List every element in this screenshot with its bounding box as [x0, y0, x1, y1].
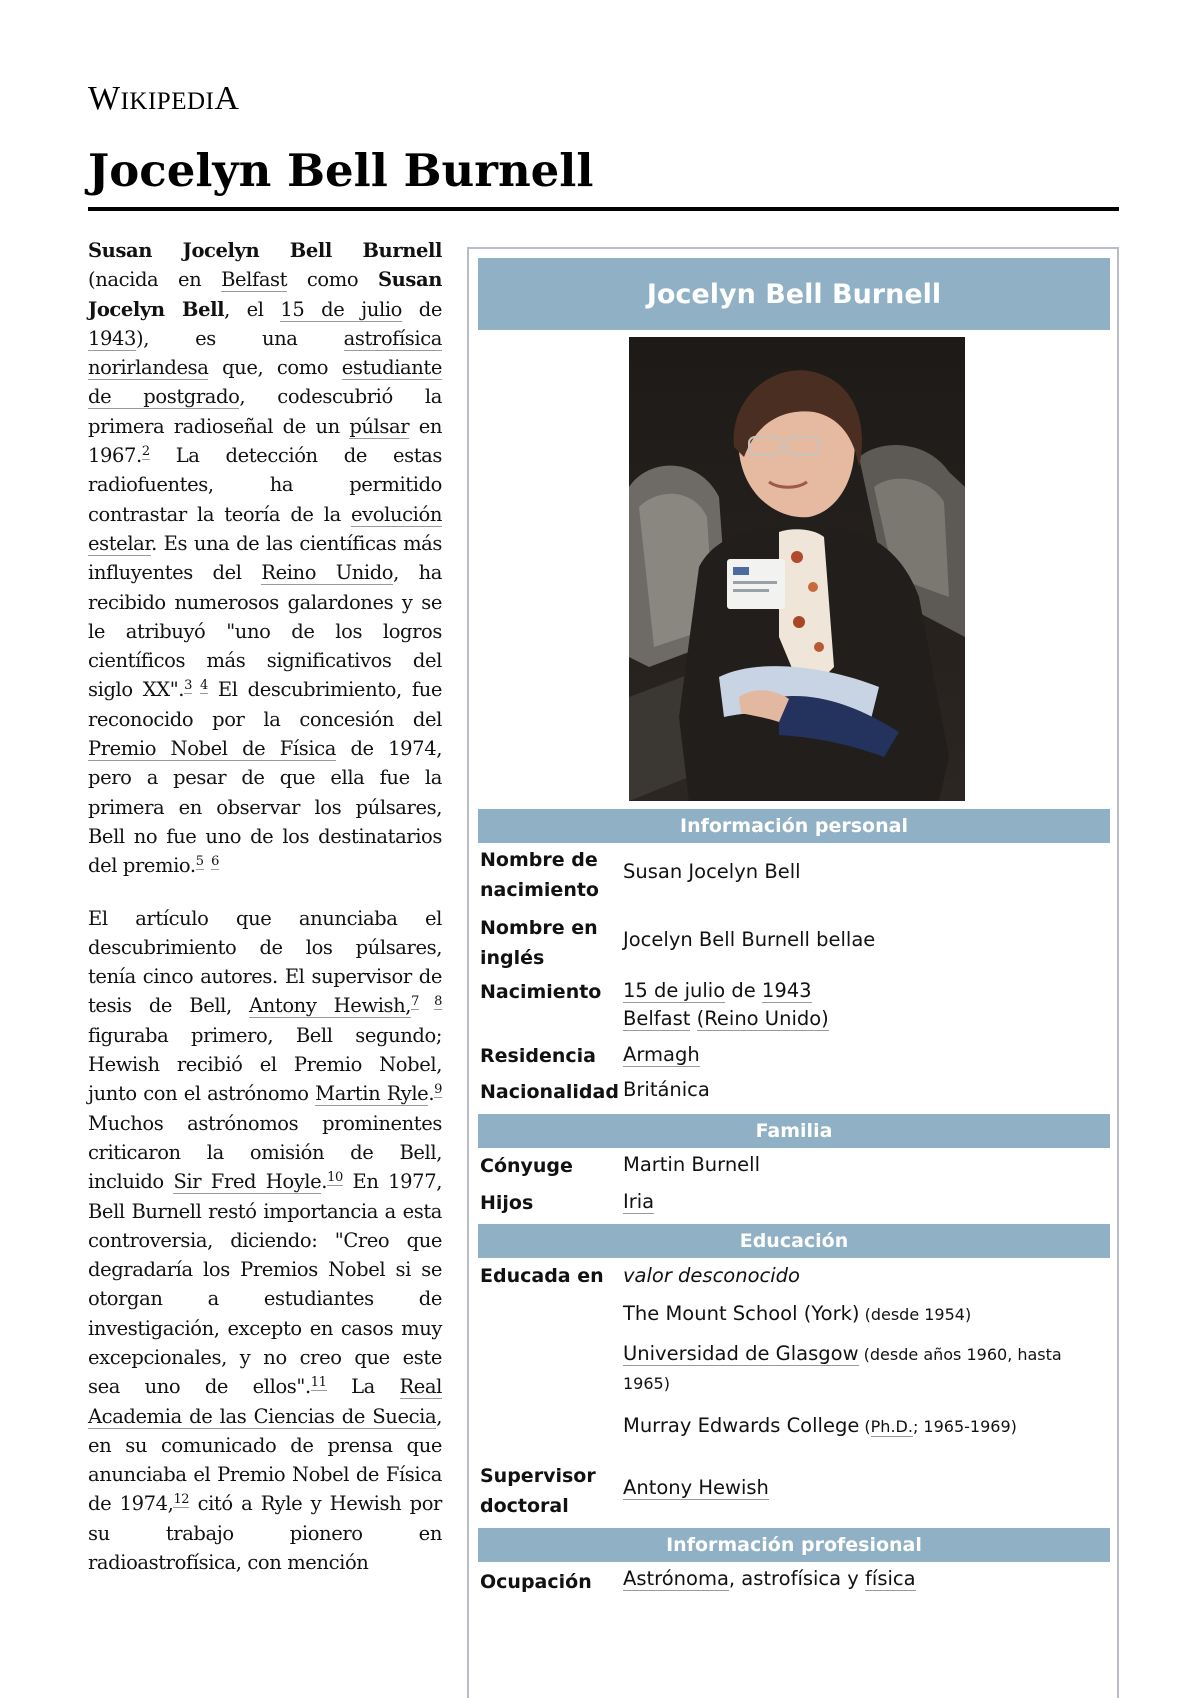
reference-2[interactable]: 2: [141, 443, 150, 459]
label-nombre-nacimiento: Nombre de nacimiento: [480, 849, 599, 901]
label-conyuge: Cónyuge: [480, 1155, 573, 1177]
reference-6[interactable]: 6: [211, 853, 219, 869]
link-premio-nobel[interactable]: Premio Nobel de Física: [88, 737, 336, 761]
reference-3[interactable]: 3: [184, 677, 192, 693]
section-header-profesional: Información profesional: [478, 1528, 1110, 1562]
label-nacionalidad: Nacionalidad: [480, 1081, 619, 1103]
link-phd[interactable]: Ph.D.: [870, 1417, 913, 1436]
value-ocupacion: Astrónoma, astrofísica y física: [623, 1567, 916, 1590]
value-residencia: [623, 1041, 1103, 1069]
link-birth-country[interactable]: (Reino Unido): [696, 1007, 829, 1030]
link-fred-hoyle[interactable]: Sir Fred Hoyle: [173, 1170, 322, 1194]
value-nacimiento: 15 de julio de 1943 Belfast (Reino Unido): [623, 979, 829, 1030]
link-birth-city[interactable]: Belfast: [623, 1007, 691, 1030]
article-paragraph-2: El artículo que anunciaba el descubrimiento de los púlsares, tenía cinco autores. El supervisor de tesis de Bell, Antony Hewish,$^{7 8}$ figuraba primero, Bell segundo; Hewish recibió el Premio Nobel, junto con el astrónomo Martin Ryle.$^9$ Muchos astrónomos prominentes criticaron la omisión de Bell, incluido Sir Fred Hoyle.$^{10}$ En 1977, Bell Burnell restó importancia a esta controversia, diciendo: "Creo que degradaría los Premios Nobel si se otorgan a estudiantes de investigación, excepto en casos muy excepcionales, y no creo que este sea uno de ellos".$^{11}$ La Real Academia de las Ciencias de Suecia, en su comunicado de prensa que anunciaba el Premio Nobel de Física de 1974,12 citó a Ryle y Hewish por su trabajo pionero en radioastrofísica, con mención: [88, 906, 442, 1575]
value-hijos: [623, 1188, 1103, 1216]
wikipedia-logo[interactable]: WIKIPEDIA: [88, 80, 240, 117]
value-conyuge: Martin Burnell: [623, 1153, 761, 1176]
link-astrofisica[interactable]: astrofísica: [343, 326, 442, 350]
value-nacionalidad: Británica: [623, 1078, 710, 1101]
value-nombre-ingles: Jocelyn Bell Burnell bellae: [623, 928, 876, 951]
page-title: Jocelyn Bell Burnell: [88, 144, 594, 197]
link-pulsar[interactable]: púlsar: [349, 414, 410, 438]
link-antony-hewish[interactable]: Antony Hewish: [623, 1476, 769, 1499]
value-supervisor-doctoral: [623, 1474, 1103, 1502]
link-real-academia[interactable]: Real Academia de las Ciencias de Suecia: [88, 1375, 442, 1428]
link-belfast[interactable]: Belfast: [221, 268, 288, 292]
education-mount-school: The Mount School (York) (desde 1954): [623, 1302, 972, 1325]
education-glasgow: Universidad de Glasgow (desde años 1960, hasta 1965): [623, 1342, 1062, 1393]
infobox-title: Jocelyn Bell Burnell: [478, 258, 1110, 330]
link-birth-year[interactable]: 1943: [88, 326, 137, 350]
education-murray-edwards: Murray Edwards College (Ph.D.; 1965-1969): [623, 1414, 1017, 1437]
link-universidad-glasgow[interactable]: Universidad de Glasgow: [623, 1342, 859, 1365]
link-martin-ryle[interactable]: Martin Ryle: [315, 1082, 429, 1106]
label-residencia: Residencia: [480, 1045, 596, 1067]
value-nombre-nacimiento: Susan Jocelyn Bell: [623, 860, 801, 883]
section-header-familia: Familia: [478, 1114, 1110, 1148]
reference-9[interactable]: 9: [434, 1081, 442, 1097]
link-postgrado[interactable]: estudiante de postgrado: [88, 356, 442, 409]
link-norirlandesa[interactable]: norirlandesa: [88, 356, 209, 380]
link-reino-unido[interactable]: Reino Unido: [261, 561, 394, 585]
link-birth-date[interactable]: 15 de julio: [280, 297, 402, 321]
link-armagh[interactable]: Armagh: [623, 1043, 700, 1066]
link-iria[interactable]: Iria: [623, 1190, 655, 1213]
reference-10[interactable]: 10: [327, 1169, 343, 1185]
section-header-personal: Información personal: [478, 809, 1110, 843]
article-paragraph-1: Susan Jocelyn Bell Burnell (nacida en Belfast como Susan Jocelyn Bell, el 15 de julio de 1943), es una astrofísica norirlandesa que, como estudiante de postgrado, codescubrió la primera radioseñal de un púlsar en 1967.$^2$ La detección de estas radiofuentes, ha permitido contrastar la teoría de la evolución estelar. Es una de las científicas más influyentes del Reino Unido, ha recibido numerosos galardones y se le atribuyó "uno de los logros científicos más significativos del siglo XX".$^{3 4}$ El descubrimiento, fue reconocido por la concesión del Premio Nobel de Física de 1974, pero a pesar de que ella fue la primera en observar los púlsares, Bell no fue uno de los destinatarios del premio.$^{5 6}$: [88, 239, 443, 878]
link-birth-year[interactable]: 1943: [761, 979, 812, 1002]
label-hijos: Hijos: [480, 1192, 534, 1214]
reference-8[interactable]: 8: [434, 993, 442, 1009]
article-body: [88, 236, 442, 1600]
value-educada-en: valor desconocido: [623, 1264, 800, 1287]
label-nombre-ingles: Nombre en inglés: [480, 917, 598, 969]
link-birth-date[interactable]: 15 de julio: [623, 979, 726, 1002]
link-fisica[interactable]: física: [865, 1567, 916, 1590]
link-antony-hewish[interactable]: Antony Hewish,: [249, 994, 412, 1018]
link-evolucion-estelar[interactable]: evolución estelar: [88, 502, 442, 555]
infobox: [467, 247, 1119, 1698]
reference-11[interactable]: 11: [310, 1374, 327, 1390]
reference-5[interactable]: 5: [195, 853, 204, 869]
portrait-photo-image: [629, 337, 965, 801]
link-astronoma[interactable]: Astrónoma: [623, 1567, 729, 1590]
reference-12[interactable]: 12: [173, 1491, 190, 1507]
label-supervisor-doctoral: Supervisor doctoral: [480, 1465, 596, 1517]
reference-7[interactable]: 7: [411, 993, 419, 1009]
section-header-educacion: Educación: [478, 1224, 1110, 1258]
label-educada-en: Educada en: [480, 1265, 604, 1287]
label-ocupacion: Ocupación: [480, 1571, 592, 1593]
title-divider: [88, 207, 1119, 211]
label-nacimiento: Nacimiento: [480, 981, 602, 1003]
portrait-photo[interactable]: [629, 337, 965, 801]
reference-4[interactable]: 4: [199, 677, 208, 693]
